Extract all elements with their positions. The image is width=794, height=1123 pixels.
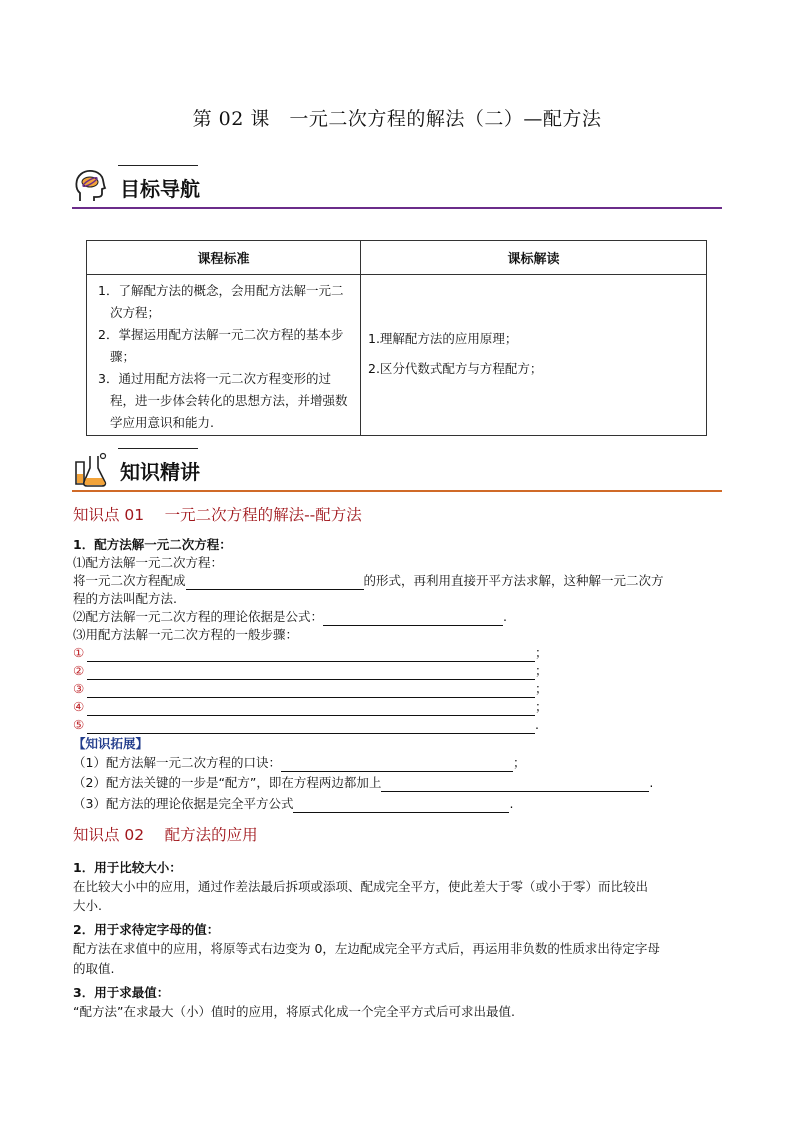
kp2-heading: 1．用于比较大小： (73, 860, 182, 875)
step-end: ； (535, 663, 548, 678)
step-line (73, 715, 539, 734)
flask-icon (72, 450, 110, 488)
header-topline (118, 448, 198, 449)
step-number: ① (73, 645, 85, 660)
interpretation-item: 1.理解配方法的应用原理； (368, 331, 518, 346)
step-end: ； (535, 681, 548, 696)
kp1-item3: ⑶用配方法解一元二次方程的一般步骤： (73, 627, 299, 642)
standards-cell (87, 275, 361, 436)
fill-blank[interactable] (87, 683, 535, 698)
text: 的形式，再利用直接开平方法求解，这种解一元二次方 (363, 573, 664, 588)
text: （2）配方法关键的一步是“配方”，即在方程两边都加上 (73, 775, 382, 790)
step-end: . (535, 717, 539, 732)
kp2-paragraph: “配方法”在求最大（小）值时的应用，将原式化成一个完全平方式后可求出最值. (73, 1004, 515, 1019)
section-header-goals (72, 163, 722, 209)
text: （1）配方法解一元二次方程的口诀： (73, 755, 281, 770)
ext-line (73, 794, 513, 813)
step-line (73, 697, 548, 716)
text: . (503, 609, 507, 624)
ext-line (73, 753, 525, 772)
fill-blank[interactable] (87, 701, 535, 716)
header-underline (72, 490, 722, 492)
standards-table (86, 240, 707, 436)
kp1-item2 (73, 607, 507, 626)
kp1-item1: ⑴配方法解一元二次方程： (73, 555, 224, 570)
section-heading: 知识精讲 (120, 460, 200, 484)
fill-blank[interactable] (281, 757, 513, 772)
step-number: ② (73, 663, 85, 678)
kp2-heading: 3．用于求最值： (73, 985, 170, 1000)
kp1-title: 知识点 01 一元二次方程的解法--配方法 (73, 506, 362, 524)
step-number: ③ (73, 681, 85, 696)
kp1-item1-text-cont: 程的方法叫配方法. (73, 591, 177, 606)
text: . (649, 775, 654, 790)
page-title: 第 02 课 一元二次方程的解法（二）—配方法 (192, 108, 602, 130)
kp2-paragraph: 配方法在求值中的应用，将原等式右边变为 0，左边配成完全平方式后，再运用非负数的性质求出待定字母 (73, 941, 660, 956)
kp1-item1-text (73, 571, 664, 590)
section-header-knowledge (72, 446, 722, 492)
text: . (509, 796, 514, 811)
standard-item: 2．掌握运用配方法解一元二次方程的基本步骤； (98, 327, 344, 364)
step-line (73, 679, 548, 698)
step-number: ⑤ (73, 717, 85, 732)
header-underline (72, 207, 722, 209)
standard-item: 1．了解配方法的概念，会用配方法解一元二次方程； (98, 283, 344, 320)
kp2-paragraph: 在比较大小中的应用，通过作差法最后拆项或添项、配成完全平方，使此差大于零（或小于零）而比较出 (73, 879, 649, 894)
text: （3）配方法的理论依据是完全平方公式 (73, 796, 294, 811)
interpretation-item: 2.区分代数式配方与方程配方； (368, 361, 543, 376)
kp2-paragraph: 大小. (73, 898, 102, 913)
section-heading: 目标导航 (120, 177, 200, 201)
text: 将一元二次方程配成 (73, 573, 186, 588)
col-header-interpretation: 课标解读 (361, 241, 707, 275)
step-end: ； (535, 699, 548, 714)
fill-blank[interactable] (293, 798, 509, 813)
step-line (73, 661, 548, 680)
fill-blank[interactable] (87, 665, 535, 680)
kp1-sub1: 1．配方法解一元二次方程： (73, 537, 232, 552)
text: ⑵配方法解一元二次方程的理论依据是公式： (73, 609, 324, 624)
header-topline (118, 165, 198, 166)
step-number: ④ (73, 699, 85, 714)
fill-blank[interactable] (381, 777, 649, 792)
head-brain-icon (72, 167, 110, 205)
fill-blank[interactable] (87, 647, 535, 662)
kp2-heading: 2．用于求待定字母的值： (73, 922, 220, 937)
col-header-standards: 课程标准 (87, 241, 361, 275)
text: ； (512, 755, 526, 770)
standard-item: 3．通过用配方法将一元二次方程变形的过程，进一步体会转化的思想方法，并增强数学应用意识和能力. (98, 371, 348, 430)
step-line (73, 643, 548, 662)
fill-blank[interactable] (323, 611, 503, 626)
fill-blank[interactable] (186, 575, 364, 590)
fill-blank[interactable] (87, 719, 535, 734)
step-end: ； (535, 645, 548, 660)
interpretation-cell (361, 275, 707, 436)
kp2-paragraph: 的取值. (73, 961, 115, 976)
knowledge-extension-tag: 【知识拓展】 (73, 736, 149, 751)
kp2-title: 知识点 02 配方法的应用 (73, 826, 258, 844)
ext-line (73, 773, 653, 792)
